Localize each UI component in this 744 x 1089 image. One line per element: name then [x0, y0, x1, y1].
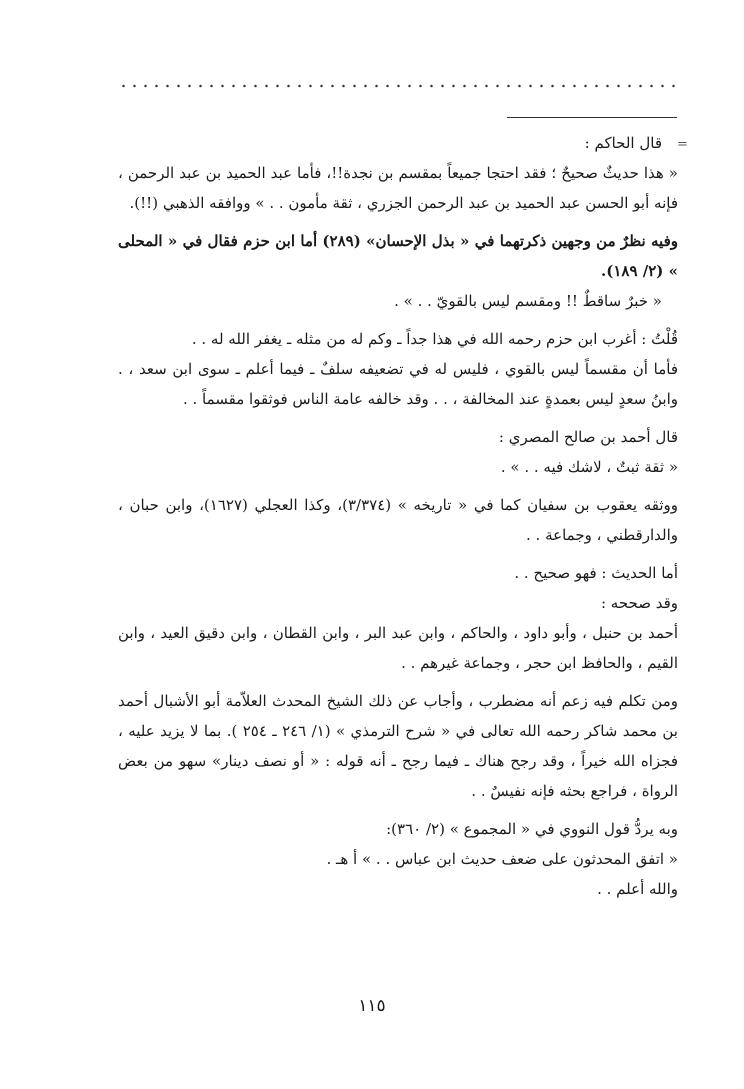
paragraph: قال الحاكم :: [584, 134, 662, 152]
paragraph: قال أحمد بن صالح المصري :: [498, 428, 678, 446]
paragraph: أما الحديث : فهو صحيح . .: [514, 564, 678, 582]
paragraph: ومن تكلم فيه زعم أنه مضطرب ، وأجاب عن ذلك الشيخ المحدث العلاّمة أبو الأشبال أحمد بن محمد شاكر رحمه الله تعالى في « شرح الترمذي » (١/ ٢٤٦ ـ ٢٥٤ ). بما لا يزيد عليه ، فجزاه الله خيراً ، وقد رجح هناك ـ فيما رجح ـ أنه قوله : « أو نصف دينار» سهو من بعض الرواة ، فراجع بحثه فإنه نفيسٌ . .: [118, 692, 678, 800]
paragraph: « ثقة ثبتٌ ، لاشك فيه . . » .: [500, 458, 678, 476]
paragraph: « خبرٌ ساقطٌ !! ومقسم ليس بالقويّ . . » .: [394, 292, 662, 310]
paragraph: أحمد بن حنبل ، وأبو داود ، والحاكم ، وابن عبد البر ، وابن القطان ، وابن دقيق العيد ، وابن القيم ، والحافظ ابن حجر ، وجماعة غيرهم . .: [118, 624, 678, 672]
body-text: [118, 128, 678, 904]
paragraph: فأما أن مقسماً ليس بالقوي ، فليس له في تضعيفه سلفٌ ـ فيما أعلم ـ سوى ابن سعد ، . وابنُ سعدٍ ليس بعمدةٍ عند المخالفة ، . . وقد خالفه عامة الناس فوثقوا مقسماً . .: [118, 360, 678, 408]
paragraph: والله أعلم . .: [597, 880, 678, 898]
paragraph: « هذا حديثٌ صحيحٌ ؛ فقد احتجا جميعاً بمقسم بن نجدة!!، فأما عبد الحميد بن عبد الرحمن ، فإنه أبو الحسن عبد الحميد بن عبد الرحمن الجزري ، ثقة مأمون . . » ووافقه الذهبي (!!).: [118, 164, 678, 212]
dotted-separator: [118, 80, 678, 92]
paragraph: قُلْتُ : أغرب ابن حزم رحمه الله في هذا جداً ـ وكم له من مثله ـ يغفر الله له . .: [191, 330, 678, 348]
paragraph: ووثقه يعقوب بن سفيان كما في « تاريخه » (٣/٣٧٤)، وكذا العجلي (١٦٢٧)، وابن حبان ، والدارقطني ، وجماعة . .: [118, 496, 678, 544]
paragraph: وبه يردُّ قول النووي في « المجموع » (٢/ ٣٦٠):: [386, 820, 678, 838]
continuation-marker: =: [677, 137, 688, 152]
paragraph: « اتفق المحدثون على ضعف حديث ابن عباس . . » أ هـ .: [326, 850, 678, 868]
page-number: ١١٥: [358, 996, 386, 1016]
paragraph: وفيه نظرٌ من وجهين ذكرتهما في « بذل الإحسان» (٢٨٩) أما ابن حزم فقال في « المحلى » (٢/ ١٨٩).: [118, 232, 678, 280]
paragraph: وقد صححه :: [600, 594, 678, 612]
footnote-rule: [507, 117, 677, 118]
